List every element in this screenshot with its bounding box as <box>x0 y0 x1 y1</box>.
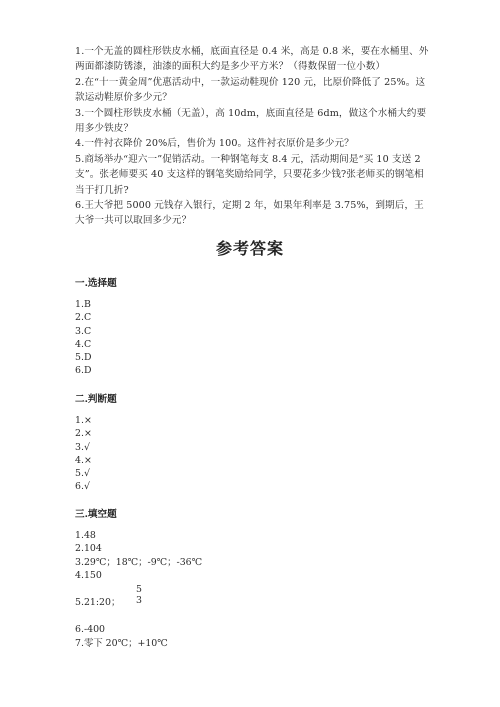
answer-item: 5.21:20； <box>75 597 121 609</box>
section-heading-fill-blank: 三.填空题 <box>75 509 117 520</box>
answer-item: 6.-400 <box>75 624 106 636</box>
problem-2: 2.在“十一黄金周”优惠活动中，一款运动鞋现价 120 元，比原价降低了 25%。这款运动鞋原价多少元？ <box>75 76 426 104</box>
answer-item: 3.29℃；18℃；-9℃；-36℃ <box>75 556 203 568</box>
answer-item: 6.D <box>75 365 92 377</box>
answer-item: 2.104 <box>75 543 102 555</box>
answer-item: 4.C <box>75 338 92 350</box>
answer-item: 3.√ <box>75 441 90 453</box>
problem-6: 6.王大爷把 5000 元钱存入银行，定期 2 年，如果年利率是 3.75%，到期后，王大爷一共可以取回多少元？ <box>75 200 424 227</box>
answer-item: 7.零下 20℃；+10℃ <box>75 637 168 649</box>
answer-item: 5.√ <box>75 468 90 480</box>
problem-1: 1.一个无盖的圆柱形铁皮水桶，底面直径是 0.4 米，高是 0.8 米，要在水桶里、外两面都漆防锈漆，油漆的面积大约是多少平方米？（得数保留一位小数） <box>75 46 429 73</box>
answer-item: 3.C <box>75 325 92 337</box>
fraction-denominator: 3 <box>136 595 142 606</box>
problem-4: 4.一件衬衣降价 20%后，售价为 100。这件衬衣原价是多少元？ <box>75 138 354 150</box>
answer-item: 4.150 <box>75 569 102 581</box>
answer-item: 4.× <box>75 454 92 466</box>
answer-item: 1.B <box>75 299 91 310</box>
answer-item: 1.× <box>75 415 92 426</box>
answer-item: 2.C <box>75 312 92 324</box>
answer-item: 2.× <box>75 428 92 440</box>
fraction <box>133 584 145 606</box>
answer-title: 参考答案 <box>215 239 284 258</box>
problem-5: 5.商场举办“迎六一”促销活动。一种钢笔每支 8.4 元，活动期间是“买 10 支送 2 支”。张老师要买 40 支这样的钢笔奖励给同学，只要花多少钱?张老师买的钢笔相当于打几折? <box>75 153 424 196</box>
section-heading-choice: 一.选择题 <box>75 278 117 289</box>
judgement-answers <box>75 414 275 494</box>
choice-answers <box>75 298 275 378</box>
problem-3: 3.一个圆柱形铁皮水桶（无盖），高 10dm，底面直径是 6dm，做这个水桶大约要用多少铁皮？ <box>75 107 427 135</box>
answer-item: 6.√ <box>75 481 90 493</box>
word-problems <box>75 44 431 229</box>
section-heading-judgement: 二.判断题 <box>75 394 117 405</box>
fill-blank-answers <box>75 529 275 650</box>
fraction-numerator: 5 <box>136 584 142 595</box>
answer-item: 5.D <box>75 352 92 364</box>
answer-item: 1.48 <box>75 530 96 541</box>
